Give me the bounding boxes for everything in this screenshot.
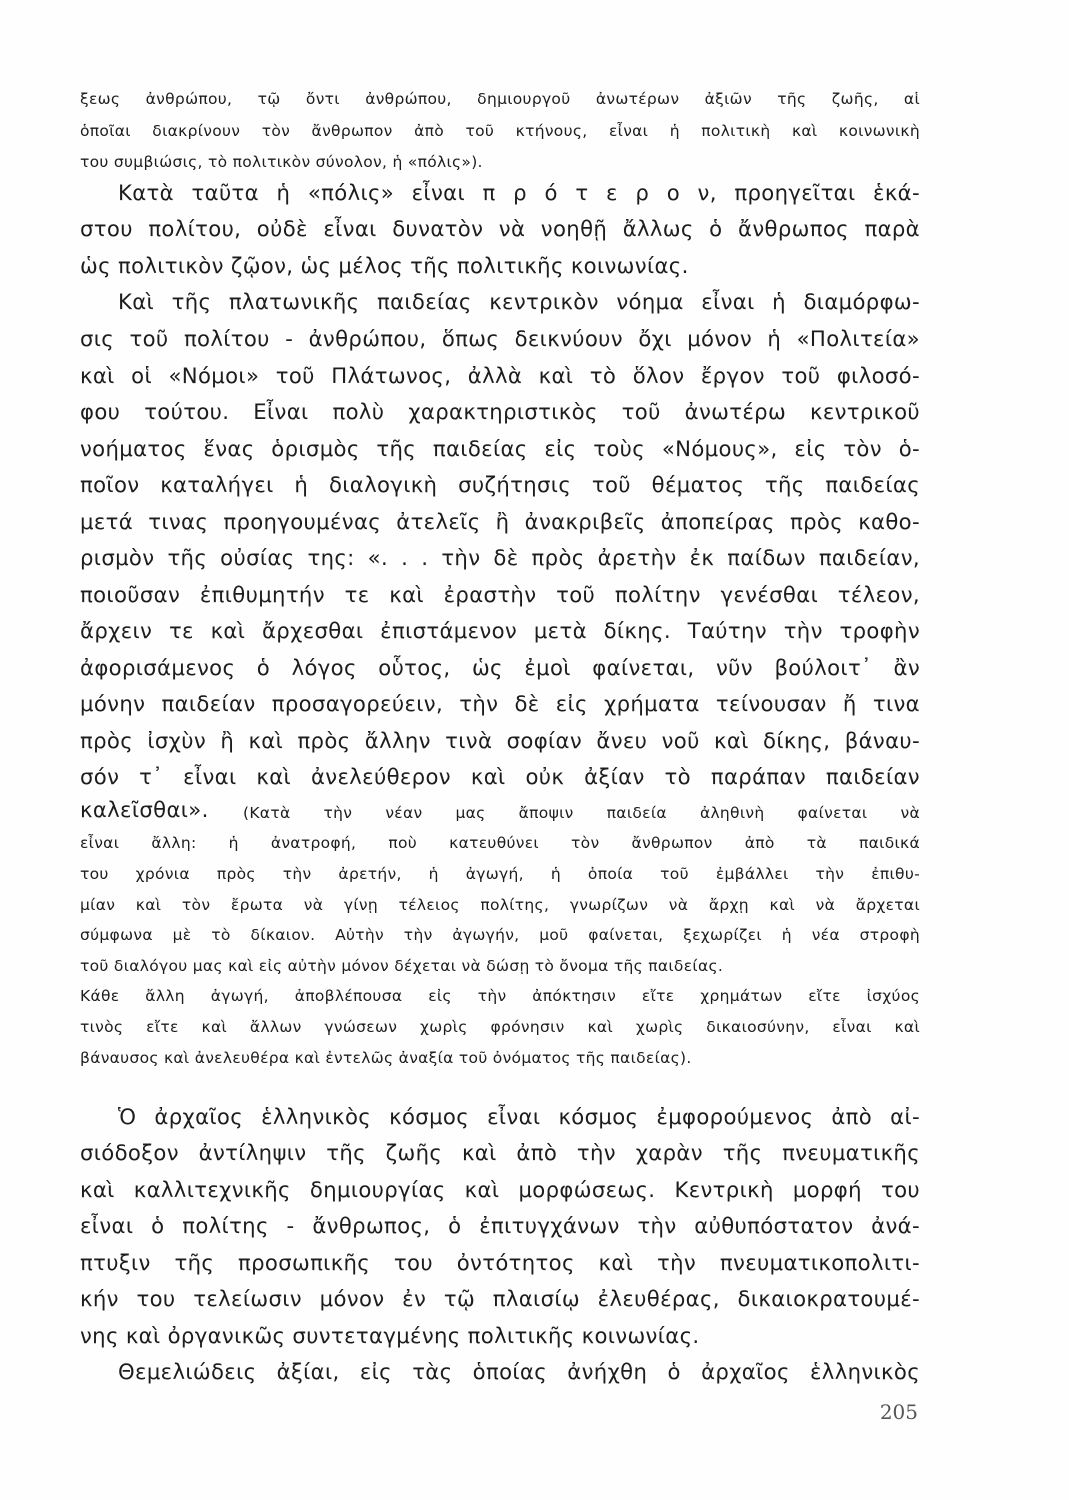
text-line: στου πολίτου, οὐδὲ εἶναι δυνατὸν νὰ νοηθῇ ἄλλως ὁ ἄνθρωπος παρὰ — [80, 216, 920, 241]
text-line: μόνην παιδείαν προσαγορεύειν, τὴν δὲ εἰς χρήματα τείνουσαν ἤ τινα — [80, 691, 920, 716]
text-line: μετά τινας προηγουμένας ἀτελεῖς ἢ ἀνακριβεῖς ἀποπείρας πρὸς καθο- — [80, 509, 920, 534]
text-line: νης καὶ ὀργανικῶς συντεταγμένης πολιτικῆς κοινωνίας. — [80, 1323, 700, 1348]
text-line: Καὶ τῆς πλατωνικῆς παιδείας κεντρικὸν νόημα εἶναι ἡ διαμόρφω- — [118, 289, 920, 314]
text-line: βάναυσος καὶ ἀνελευθέρα καὶ ἐντελῶς ἀναξία τοῦ ὀνόματος τῆς παιδείας). — [80, 1049, 692, 1067]
text-line: ξεως ἀνθρώπου, τῷ ὄντι ἀνθρώπου, δημιουργοῦ ἀνωτέρων ἀξιῶν τῆς ζωῆς, αἱ — [80, 90, 920, 108]
text-line: καὶ καλλιτεχνικῆς δημιουργίας καὶ μορφώσεως. Κεντρικὴ μορφή του — [80, 1177, 920, 1202]
text-line: φου τούτου. Εἶναι πολὺ χαρακτηριστικὸς τοῦ ἀνωτέρω κεντρικοῦ — [80, 399, 920, 424]
text-line: (Κατὰ τὴν νέαν μας ἄποψιν παιδεία ἀληθινὴ φαίνεται νὰ — [243, 804, 920, 822]
text-line: ἀφορισάμενος ὁ λόγος οὗτος, ὡς ἐμοὶ φαίνεται, νῦν βούλοιτ᾽ ἂν — [80, 655, 920, 680]
text-line: σις τοῦ πολίτου - ἀνθρώπου, ὅπως δεικνύουν ὄχι μόνον ἡ «Πολιτεία» — [80, 326, 920, 351]
text-line: πτυξιν τῆς προσωπικῆς του ὀντότητος καὶ τὴν πνευματικοπολιτι- — [80, 1250, 920, 1275]
text-line: σύμφωνα μὲ τὸ δίκαιον. Αὐτὴν τὴν ἀγωγήν, μοῦ φαίνεται, ξεχωρίζει ἡ νέα στροφὴ — [80, 926, 920, 944]
text-line: ποῖον καταλήγει ἡ διαλογικὴ συζήτησις τοῦ θέματος τῆς παιδείας — [80, 472, 920, 497]
text-line: μίαν καὶ τὸν ἔρωτα νὰ γίνῃ τέλειος πολίτης, γνωρίζων νὰ ἄρχῃ καὶ νὰ ἄρχεται — [80, 896, 920, 914]
text-line: Κατὰ ταῦτα ἡ «πόλις» εἶναι π ρ ό τ ε ρ ο ν, προηγεῖται ἑκά- — [118, 180, 920, 205]
text-line: καὶ οἱ «Νόμοι» τοῦ Πλάτωνος, ἀλλὰ καὶ τὸ ὅλον ἔργον τοῦ φιλοσό- — [80, 363, 920, 388]
text-line: τινὸς εἴτε καὶ ἄλλων γνώσεων χωρὶς φρόνησιν καὶ χωρὶς δικαιοσύνην, εἶναι καὶ — [80, 1018, 920, 1036]
text-line: νοήματος ἕνας ὁρισμὸς τῆς παιδείας εἰς τοὺς «Νόμους», εἰς τὸν ὁ- — [80, 436, 920, 461]
text-line: του συμβιώσις, τὸ πολιτικὸν σύνολον, ἡ «πόλις»). — [80, 153, 483, 171]
text-line: πρὸς ἰσχὺν ἢ καὶ πρὸς ἄλλην τινὰ σοφίαν ἄνευ νοῦ καὶ δίκης, βάναυ- — [80, 728, 920, 753]
text-line: εἶναι ἄλλη: ἡ ἀνατροφή, ποὺ κατευθύνει τὸν ἄνθρωπον ἀπὸ τὰ παιδικά — [80, 834, 920, 852]
text-line: ὁποῖαι διακρίνουν τὸν ἄνθρωπον ἀπὸ τοῦ κτήνους, εἶναι ἡ πολιτικὴ καὶ κοινωνικὴ — [80, 122, 920, 140]
text-line: κήν του τελείωσιν μόνον ἐν τῷ πλαισίῳ ἐλευθέρας, δικαιοκρατουμέ- — [80, 1286, 920, 1311]
text-line: Κάθε ἄλλη ἀγωγή, ἀποβλέπουσα εἰς τὴν ἀπόκτησιν εἴτε χρημάτων εἴτε ἰσχύος — [80, 987, 920, 1005]
text-line: ἄρχειν τε καὶ ἄρχεσθαι ἐπιστάμενον μετὰ δίκης. Ταύτην τὴν τροφὴν — [80, 618, 920, 643]
text-line: ὡς πολιτικὸν ζῷον, ὡς μέλος τῆς πολιτικῆς κοινωνίας. — [80, 253, 689, 278]
text-line: ρισμὸν τῆς οὐσίας της: «. . . τὴν δὲ πρὸς ἀρετὴν ἐκ παίδων παιδείαν, — [80, 545, 920, 570]
text-line: του χρόνια πρὸς τὴν ἀρετήν, ἡ ἀγωγή, ἡ ὁποία τοῦ ἐμβάλλει τὴν ἐπιθυ- — [80, 865, 920, 883]
text-line: Θεμελιώδεις ἀξίαι, εἰς τὰς ὁποίας ἀνήχθη ὁ ἀρχαῖος ἑλληνικὸς — [118, 1359, 920, 1384]
text-line: εἶναι ὁ πολίτης - ἄνθρωπος, ὁ ἐπιτυγχάνων τὴν αὐθυπόστατον ἀνά- — [80, 1213, 920, 1238]
text-line: σόν τ᾽ εἶναι καὶ ἀνελεύθερον καὶ οὐκ ἀξίαν τὸ παράπαν παιδείαν — [80, 764, 920, 789]
page-number: 205 — [879, 1400, 918, 1424]
text-line: τοῦ διαλόγου μας καὶ εἰς αὐτὴν μόνον δέχεται νὰ δώσῃ τὸ ὄνομα τῆς παιδείας. — [80, 957, 724, 975]
text-line: καλεῖσθαι». — [80, 797, 209, 822]
text-line: Ὁ ἀρχαῖος ἑλληνικὸς κόσμος εἶναι κόσμος ἐμφορούμενος ἀπὸ αἰ- — [118, 1104, 920, 1129]
text-line: ποιοῦσαν ἐπιθυμητήν τε καὶ ἐραστὴν τοῦ πολίτην γενέσθαι τέλεον, — [80, 582, 920, 607]
text-line: σιόδοξον ἀντίληψιν τῆς ζωῆς καὶ ἀπὸ τὴν χαρὰν τῆς πνευματικῆς — [80, 1140, 920, 1165]
